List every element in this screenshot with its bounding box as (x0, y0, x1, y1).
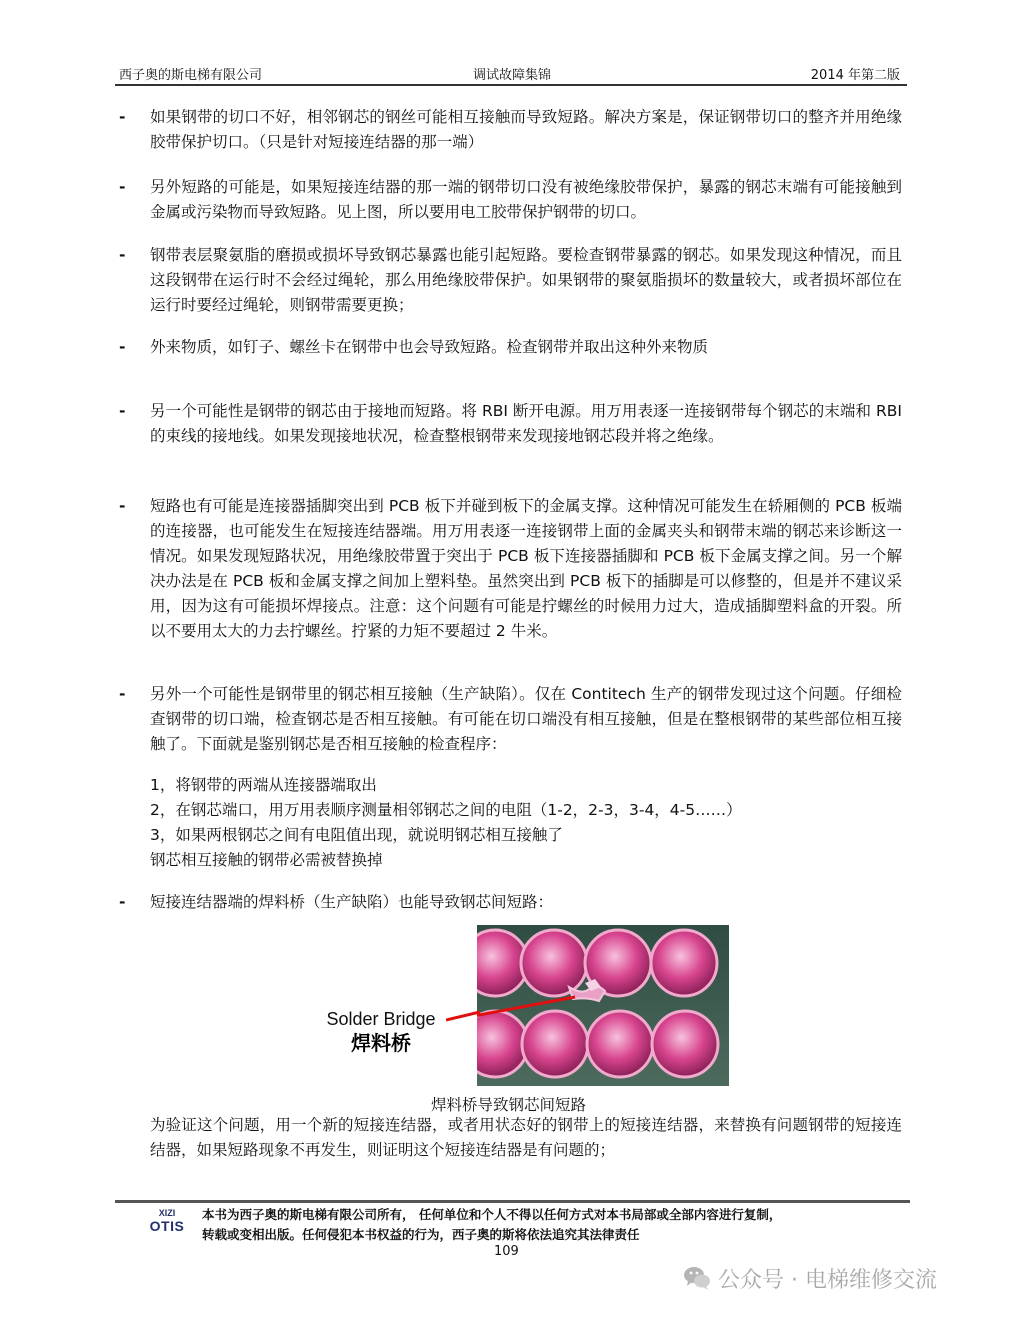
bullet-marker: - (119, 402, 126, 420)
bullet-paragraph: 外来物质，如钉子、螺丝卡在钢带中也会导致短路。检查钢带并取出这种外来物质 (150, 338, 709, 356)
bullet-marker: - (119, 338, 126, 356)
bullet-paragraph: 另外一个可能性是钢带里的钢芯相互接触（生产缺陷）。仅在 Contitech 生产的钢带发现过这个问题。仔细检查钢带的切口端，检查钢芯是否相互接触。有可能在切口端没有相互接触，但是在整根钢带的某些部位相互接触了。下面就是鉴别钢芯是否相互接触的检查程序： (150, 685, 902, 753)
bullet-marker: - (119, 178, 126, 196)
header-edition: 2014 年第二版 (810, 68, 900, 83)
procedure-step: 钢芯相互接触的钢带必需被替换掉 (150, 851, 383, 869)
bullet-marker: - (119, 246, 126, 264)
header-title: 调试故障集锦 (473, 68, 552, 83)
procedure-step: 2，在钢芯端口，用万用表顺序测量相邻钢芯之间的电阻（1-2，2-3，3-4，4-5……） (150, 801, 742, 819)
bullet-paragraph: 另一个可能性是钢带的钢芯由于接地而短路。将 RBI 断开电源。用万用表逐一连接钢带每个钢芯的末端和 RBI 的束线的接地线。如果发现接地状况，检查整根钢带来发现接地钢芯段并将之绝缘。 (150, 402, 902, 445)
callout-chinese-label: 焊料桥 (351, 1031, 411, 1055)
figure-caption: 焊料桥导致钢芯间短路 (431, 1096, 587, 1114)
closing-paragraph: 为验证这个问题，用一个新的短接连结器，或者用状态好的钢带上的短接连结器，来替换有问题钢带的短接连结器，如果短路现象不再发生，则证明这个短接连结器是有问题的； (150, 1116, 902, 1159)
solder-bridge-photo (477, 925, 729, 1086)
bullet-marker: - (119, 108, 126, 126)
bullet-marker: - (119, 893, 126, 911)
bullet-paragraph: 如果钢带的切口不好，相邻钢芯的钢丝可能相互接触而导致短路。解决方案是，保证钢带切口的整齐并用绝缘胶带保护切口。（只是针对短接连结器的那一端） (150, 108, 902, 151)
bullet-marker: - (119, 685, 126, 703)
callout-arrow (446, 1003, 480, 1023)
bullet-paragraph: 另外短路的可能是，如果短接连结器的那一端的钢带切口没有被绝缘胶带保护，暴露的钢芯末端有可能接触到金属或污染物而导致短路。见上图，所以要用电工胶带保护钢带的切口。 (150, 178, 902, 221)
logo-bottom-text: OTIS (149, 1218, 185, 1234)
bullet-paragraph: 短接连结器端的焊料桥（生产缺陷）也能导致钢芯间短路： (150, 893, 554, 911)
header-company: 西子奥的斯电梯有限公司 (119, 68, 263, 83)
watermark-text: 公众号 · 电梯维修交流 (718, 1267, 937, 1293)
bullet-paragraph: 钢带表层聚氨脂的磨损或损坏导致钢芯暴露也能引起短路。要检查钢带暴露的钢芯。如果发现这种情况，而且这段钢带在运行时不会经过绳轮，那么用绝缘胶带保护。如果钢带的聚氨脂损坏的数量较大，或者损坏部位在运行时要经过绳轮，则钢带需要更换； (150, 246, 902, 314)
procedure-step: 3，如果两根钢芯之间有电阻值出现，就说明钢芯相互接触了 (150, 826, 563, 844)
callout-english-label: Solder Bridge (326, 1009, 436, 1029)
copyright-notice (202, 1205, 902, 1245)
xizi-otis-logo (147, 1208, 187, 1234)
footer-divider (115, 1200, 910, 1203)
wechat-watermark (682, 1261, 937, 1295)
page-header (115, 62, 900, 84)
wechat-icon (682, 1263, 712, 1293)
solder-bridge-callout (316, 1008, 446, 1056)
page-number: 109 (494, 1244, 519, 1259)
procedure-step: 1，将钢带的两端从连接器端取出 (150, 776, 377, 794)
header-divider (115, 84, 907, 86)
bullet-marker: - (119, 497, 126, 515)
copyright-line-1: 本书为西子奥的斯电梯有限公司所有， 任何单位和个人不得以任何方式对本书局部或全部内容进行复制， (202, 1207, 782, 1222)
bullet-paragraph: 短路也有可能是连接器插脚突出到 PCB 板下并碰到板下的金属支撑。这种情况可能发生在轿厢侧的 PCB 板端的连接器，也可能发生在短接连结器端。用万用表逐一连接钢带上面的金属夹头和钢带末端的钢芯来诊断这一情况。如果发现短路状况，用绝缘胶带置于突出于 PCB 板下连接器插脚和 PCB 板下金属支撑之间。另一个解决办法是在 PCB 板和金属支撑之间加上塑料垫。虽然突出到 PCB 板下的插脚是可以修整的，但是并不建议采用，因为这有可能损坏焊接点。注意：这个问题有可能是拧螺丝的时候用力过大，造成插脚塑料盒的开裂。所以不要用太大的力去拧螺丝。拧紧的力矩不要超过 2 牛米。 (150, 497, 902, 640)
logo-top-text: XIZI (158, 1208, 176, 1218)
copyright-line-2: 转载或变相出版。任何侵犯本书权益的行为，西子奥的斯将依法追究其法律责任 (202, 1227, 640, 1242)
